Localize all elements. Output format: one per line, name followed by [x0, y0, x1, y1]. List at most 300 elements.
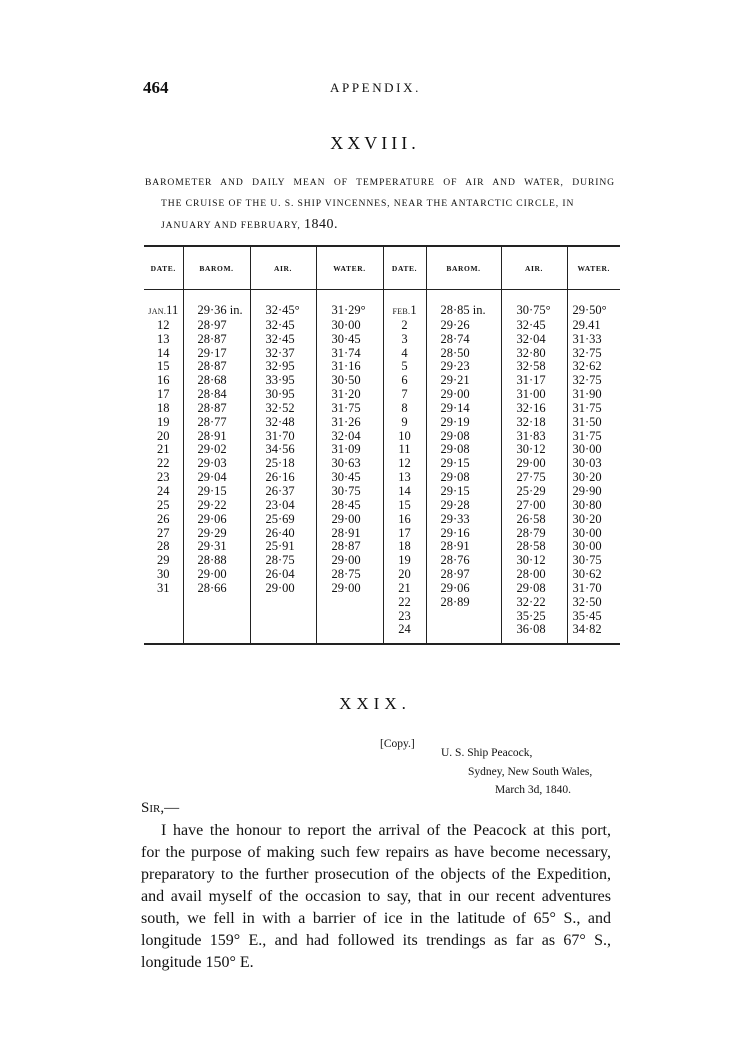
cell-feb-barom — [426, 402, 501, 416]
cell-jan-barom — [183, 319, 250, 333]
cell-feb-barom — [426, 485, 501, 499]
cell-value: 21 — [398, 580, 411, 595]
cell-feb-water — [567, 416, 620, 430]
cell-feb-date — [383, 333, 426, 347]
cell-feb-date — [383, 443, 426, 457]
cell-jan-barom — [183, 333, 250, 347]
cell-value: 29·15 — [197, 483, 227, 498]
cell-value: 35·25 — [516, 608, 546, 623]
cell-jan-water — [316, 582, 383, 596]
cell-feb-barom — [426, 360, 501, 374]
header-date-feb: DATE. — [383, 246, 426, 290]
cell-jan-water — [316, 485, 383, 499]
cell-jan-barom — [183, 527, 250, 541]
cell-value: 29·14 — [440, 400, 470, 415]
cell-feb-date — [383, 471, 426, 485]
cell-value: 30·80 — [572, 497, 602, 512]
table-row — [144, 527, 620, 541]
cell-value: 35·45 — [572, 608, 602, 623]
cell-jan-air — [250, 540, 316, 554]
cell-value: 32·50 — [572, 594, 602, 609]
cell-jan-barom — [183, 360, 250, 374]
cell-value: 31·17 — [516, 373, 546, 388]
cell-value: 29·00 — [331, 511, 361, 526]
cell-jan-date — [144, 471, 183, 485]
cell-feb-water — [567, 457, 620, 471]
cell-feb-barom — [426, 333, 501, 347]
cell-value: 11 — [398, 442, 411, 457]
cell-jan-date — [144, 513, 183, 527]
cell-jan-water — [316, 499, 383, 513]
cell-feb-barom — [426, 596, 501, 610]
body-line: longitude 150° E. — [141, 954, 254, 971]
cell-jan-water — [316, 319, 383, 333]
cell-feb-air — [501, 333, 567, 347]
cell-value: 19 — [398, 553, 411, 568]
cell-value: 29·22 — [197, 497, 227, 512]
cell-feb-air — [501, 388, 567, 402]
cell-feb-barom — [426, 290, 501, 319]
cell-value: 32·16 — [516, 400, 546, 415]
cell-value: 27·00 — [516, 497, 546, 512]
cell-jan-air — [250, 513, 316, 527]
cell-value: 31·09 — [331, 442, 361, 457]
cell-jan-barom — [183, 443, 250, 457]
cell-jan-water — [316, 457, 383, 471]
cell-jan-air — [250, 416, 316, 430]
cell-feb-date — [383, 457, 426, 471]
cell-feb-barom — [426, 443, 501, 457]
cell-value: 29·15 — [440, 456, 470, 471]
cell-value: 28·77 — [197, 414, 227, 429]
address-line-place: Sydney, New South Wales, — [468, 766, 593, 778]
cell-feb-date — [383, 290, 426, 319]
cell-value: 28·79 — [516, 525, 546, 540]
table-row — [144, 596, 620, 610]
cell-value: 30·00 — [572, 539, 602, 554]
cell-value: 29·08 — [516, 580, 546, 595]
address-line-date: March 3d, 1840. — [495, 784, 572, 796]
caption-line-2: THE CRUISE OF THE U. S. SHIP VINCENNES, NEAR THE ANTARCTIC CIRCLE, IN — [161, 198, 575, 209]
cell-feb-air — [501, 290, 567, 319]
cell-jan-air — [250, 443, 316, 457]
cell-value: 21 — [157, 442, 170, 457]
cell-value: 29·06 — [197, 511, 227, 526]
cell-jan-date — [144, 527, 183, 541]
cell-value: 31·70 — [265, 428, 295, 443]
cell-jan-date — [144, 540, 183, 554]
cell-jan-date — [144, 554, 183, 568]
cell-jan-air — [250, 582, 316, 596]
cell-value: 7 — [401, 387, 408, 402]
cell-jan-air — [250, 402, 316, 416]
cell-value: 25·91 — [265, 539, 295, 554]
cell-feb-air — [501, 623, 567, 644]
cell-feb-date — [383, 610, 426, 624]
cell-value: 25·29 — [516, 483, 546, 498]
cell-value: 20 — [157, 428, 170, 443]
cell-value: 32·04 — [331, 428, 361, 443]
cell-jan-air — [250, 388, 316, 402]
cell-jan-barom — [183, 416, 250, 430]
cell-jan-air — [250, 596, 316, 610]
cell-jan-date — [144, 430, 183, 444]
cell-value: 29·04 — [197, 470, 227, 485]
cell-value: 32·62 — [572, 359, 602, 374]
cell-jan-date — [144, 623, 183, 644]
cell-jan-air — [250, 430, 316, 444]
header-water-jan: WATER. — [316, 246, 383, 290]
cell-jan-date — [144, 360, 183, 374]
cell-value: 32·95 — [265, 359, 295, 374]
cell-value: 30·45 — [331, 331, 361, 346]
cell-jan-barom — [183, 499, 250, 513]
cell-feb-air — [501, 596, 567, 610]
cell-value: 28·00 — [516, 567, 546, 582]
cell-feb-date — [383, 499, 426, 513]
cell-value: 31·00 — [516, 387, 546, 402]
cell-jan-air — [250, 485, 316, 499]
table-row — [144, 347, 620, 361]
section-29-heading: XXIX. — [339, 694, 411, 713]
cell-jan-air — [250, 499, 316, 513]
cell-value: 11 — [166, 303, 179, 317]
table-row — [144, 499, 620, 513]
cell-value: 29·00 — [440, 387, 470, 402]
cell-value: 32·45 — [265, 331, 295, 346]
cell-value: 31·74 — [331, 345, 361, 360]
cell-feb-date — [383, 416, 426, 430]
cell-feb-date — [383, 623, 426, 644]
cell-value: 30 — [157, 567, 170, 582]
cell-value: 28·97 — [197, 317, 227, 332]
cell-feb-air — [501, 610, 567, 624]
cell-value: 30·50 — [331, 373, 361, 388]
cell-feb-water — [567, 623, 620, 644]
cell-feb-barom — [426, 347, 501, 361]
cell-value: 32·58 — [516, 359, 546, 374]
cell-value: 15 — [157, 359, 170, 374]
body-line: and avail myself of the occasion to say, that in our recent adventures — [141, 888, 611, 905]
cell-value: 31·75 — [572, 400, 602, 415]
cell-jan-barom — [183, 623, 250, 644]
table-row — [144, 402, 620, 416]
cell-value: 32·52 — [265, 400, 295, 415]
cell-value: 29 — [157, 553, 170, 568]
cell-jan-date — [144, 402, 183, 416]
cell-feb-barom — [426, 582, 501, 596]
cell-jan-water — [316, 290, 383, 319]
cell-feb-barom — [426, 610, 501, 624]
cell-value: 29·50° — [572, 303, 607, 317]
cell-jan-date — [144, 333, 183, 347]
cell-feb-air — [501, 540, 567, 554]
table-body — [144, 290, 620, 645]
cell-value: 28·97 — [440, 567, 470, 582]
cell-feb-water — [567, 499, 620, 513]
cell-jan-barom — [183, 513, 250, 527]
cell-value: 14 — [157, 345, 170, 360]
section-28-heading: XXVIII. — [330, 133, 420, 153]
cell-feb-air — [501, 513, 567, 527]
cell-jan-water — [316, 513, 383, 527]
cell-value: 28·74 — [440, 331, 470, 346]
body-line: preparatory to the further prosecution of the objects of the Expedition, — [141, 866, 611, 883]
caption-line-3-text: JANUARY AND FEBRUARY, — [161, 220, 304, 231]
cell-value: 30·63 — [331, 456, 361, 471]
caption-year: 1840. — [303, 217, 338, 232]
cell-value: 29·00 — [331, 580, 361, 595]
cell-jan-water — [316, 430, 383, 444]
cell-value: 34·82 — [572, 622, 602, 637]
salutation-word: Sir,— — [141, 800, 180, 816]
cell-value: 29·15 — [440, 483, 470, 498]
cell-value: 30·00 — [331, 317, 361, 332]
cell-jan-water — [316, 388, 383, 402]
address-line-ship: U. S. Ship Peacock, — [441, 747, 533, 759]
cell-jan-barom — [183, 388, 250, 402]
cell-value: 30·12 — [516, 553, 546, 568]
cell-jan-barom — [183, 290, 250, 319]
cell-jan-barom — [183, 596, 250, 610]
cell-value: 26 — [157, 511, 170, 526]
cell-value: 31·75 — [572, 428, 602, 443]
table-row — [144, 623, 620, 644]
cell-value: 32·75 — [572, 373, 602, 388]
cell-feb-date — [383, 513, 426, 527]
cell-value: 32·22 — [516, 594, 546, 609]
table-caption — [145, 172, 615, 236]
cell-value: 32·45° — [265, 303, 300, 317]
cell-feb-date — [383, 388, 426, 402]
cell-value: 6 — [401, 373, 408, 388]
cell-value: 12 — [157, 317, 170, 332]
cell-feb-date — [383, 374, 426, 388]
cell-value: 31·75 — [331, 400, 361, 415]
cell-feb-water — [567, 568, 620, 582]
cell-value: 29·16 — [440, 525, 470, 540]
cell-feb-air — [501, 319, 567, 333]
cell-feb-water — [567, 347, 620, 361]
cell-jan-date — [144, 610, 183, 624]
cell-value: 31·70 — [572, 580, 602, 595]
cell-jan-date — [144, 290, 183, 319]
cell-value: 29·19 — [440, 414, 470, 429]
cell-value: 28·87 — [197, 331, 227, 346]
cell-feb-date — [383, 582, 426, 596]
cell-jan-date — [144, 374, 183, 388]
table-header-row — [144, 246, 620, 290]
cell-value: 13 — [157, 331, 170, 346]
cell-feb-barom — [426, 388, 501, 402]
cell-value: 18 — [157, 400, 170, 415]
cell-value: 4 — [401, 345, 408, 360]
cell-value: 30·12 — [516, 442, 546, 457]
cell-jan-barom — [183, 471, 250, 485]
cell-feb-air — [501, 499, 567, 513]
month-label: FEB. — [392, 307, 411, 316]
cell-jan-air — [250, 333, 316, 347]
cell-feb-barom — [426, 430, 501, 444]
cell-value: 28·84 — [197, 387, 227, 402]
table-row — [144, 610, 620, 624]
cell-jan-date — [144, 568, 183, 582]
table-row — [144, 485, 620, 499]
cell-jan-barom — [183, 568, 250, 582]
cell-feb-date — [383, 540, 426, 554]
caption-line-3 — [145, 214, 615, 236]
cell-value: 26·04 — [265, 567, 295, 582]
cell-feb-air — [501, 443, 567, 457]
cell-value: 31·29° — [331, 303, 366, 317]
cell-feb-water — [567, 582, 620, 596]
cell-value: 27·75 — [516, 470, 546, 485]
table-row — [144, 416, 620, 430]
cell-jan-date — [144, 485, 183, 499]
cell-feb-water — [567, 471, 620, 485]
cell-feb-water — [567, 527, 620, 541]
cell-jan-air — [250, 554, 316, 568]
cell-feb-date — [383, 527, 426, 541]
cell-value: 29·29 — [197, 525, 227, 540]
cell-value: 29·17 — [197, 345, 227, 360]
cell-jan-date — [144, 388, 183, 402]
cell-jan-water — [316, 360, 383, 374]
cell-feb-air — [501, 471, 567, 485]
cell-value: 22 — [398, 594, 411, 609]
cell-feb-water — [567, 596, 620, 610]
cell-jan-date — [144, 443, 183, 457]
cell-value: 32·48 — [265, 414, 295, 429]
cell-value: 28·75 — [265, 553, 295, 568]
cell-value: 30·75 — [331, 483, 361, 498]
cell-jan-date — [144, 596, 183, 610]
cell-value: 30·95 — [265, 387, 295, 402]
cell-value: 28·87 — [197, 400, 227, 415]
cell-value: 31·26 — [331, 414, 361, 429]
cell-value: 26·58 — [516, 511, 546, 526]
cell-jan-air — [250, 290, 316, 319]
cell-value: 31·16 — [331, 359, 361, 374]
cell-feb-air — [501, 582, 567, 596]
table-row — [144, 360, 620, 374]
cell-value: 25·18 — [265, 456, 295, 471]
cell-feb-water — [567, 360, 620, 374]
cell-value: 19 — [157, 414, 170, 429]
cell-feb-air — [501, 457, 567, 471]
cell-feb-water — [567, 443, 620, 457]
cell-jan-air — [250, 319, 316, 333]
table-row — [144, 430, 620, 444]
cell-feb-date — [383, 568, 426, 582]
cell-feb-water — [567, 333, 620, 347]
cell-value: 3 — [401, 331, 408, 346]
cell-value: 28·91 — [440, 539, 470, 554]
cell-jan-barom — [183, 430, 250, 444]
running-head: APPENDIX. — [330, 80, 421, 95]
month-label: JAN. — [148, 307, 167, 316]
cell-value: 29·00 — [265, 580, 295, 595]
cell-jan-water — [316, 540, 383, 554]
cell-jan-water — [316, 554, 383, 568]
cell-value: 32·37 — [265, 345, 295, 360]
cell-feb-date — [383, 319, 426, 333]
cell-value: 29·23 — [440, 359, 470, 374]
cell-value: 29·90 — [572, 483, 602, 498]
cell-jan-water — [316, 568, 383, 582]
cell-value: 36·08 — [516, 622, 546, 637]
cell-value: 8 — [401, 400, 408, 415]
cell-value: 13 — [398, 470, 411, 485]
table-row — [144, 471, 620, 485]
cell-value: 25·69 — [265, 511, 295, 526]
cell-value: 12 — [398, 456, 411, 471]
cell-value: 29·06 — [440, 580, 470, 595]
cell-feb-air — [501, 527, 567, 541]
cell-feb-air — [501, 416, 567, 430]
cell-value: 9 — [401, 414, 408, 429]
table-row — [144, 443, 620, 457]
cell-value: 14 — [398, 483, 411, 498]
table-row — [144, 540, 620, 554]
cell-feb-water — [567, 374, 620, 388]
copy-note: [Copy.] — [380, 738, 415, 750]
cell-feb-barom — [426, 540, 501, 554]
cell-jan-date — [144, 319, 183, 333]
cell-value: 28·91 — [197, 428, 227, 443]
cell-value: 32·80 — [516, 345, 546, 360]
cell-feb-air — [501, 360, 567, 374]
cell-feb-air — [501, 568, 567, 582]
cell-jan-barom — [183, 402, 250, 416]
body-line: for the purpose of making such few repairs as have become necessary, — [141, 844, 611, 861]
cell-jan-barom — [183, 374, 250, 388]
cell-value: 28·50 — [440, 345, 470, 360]
cell-jan-date — [144, 582, 183, 596]
cell-jan-water — [316, 416, 383, 430]
cell-jan-barom — [183, 347, 250, 361]
header-air-feb: AIR. — [501, 246, 567, 290]
cell-value: 15 — [398, 497, 411, 512]
table-row — [144, 388, 620, 402]
cell-feb-barom — [426, 527, 501, 541]
cell-value: 23 — [157, 470, 170, 485]
cell-jan-air — [250, 623, 316, 644]
cell-value: 28·66 — [197, 580, 227, 595]
cell-value: 29·00 — [331, 553, 361, 568]
caption-line-1: BAROMETER AND DAILY MEAN OF TEMPERATURE OF AIR AND WATER, DURING — [145, 177, 615, 188]
cell-jan-air — [250, 610, 316, 624]
cell-jan-water — [316, 347, 383, 361]
cell-jan-barom — [183, 554, 250, 568]
cell-value: 29·36 in. — [197, 303, 243, 317]
cell-jan-barom — [183, 540, 250, 554]
cell-value: 27 — [157, 525, 170, 540]
cell-feb-water — [567, 402, 620, 416]
table-row — [144, 290, 620, 319]
cell-value: 28·85 in. — [440, 303, 486, 317]
cell-value: 10 — [398, 428, 411, 443]
cell-value: 33·95 — [265, 373, 295, 388]
cell-feb-barom — [426, 568, 501, 582]
cell-value: 31 — [157, 580, 170, 595]
cell-jan-water — [316, 333, 383, 347]
cell-feb-water — [567, 513, 620, 527]
table-row — [144, 457, 620, 471]
cell-value: 30·62 — [572, 567, 602, 582]
body-line: I have the honour to report the arrival of the Peacock at this port, — [161, 822, 611, 839]
cell-feb-air — [501, 430, 567, 444]
